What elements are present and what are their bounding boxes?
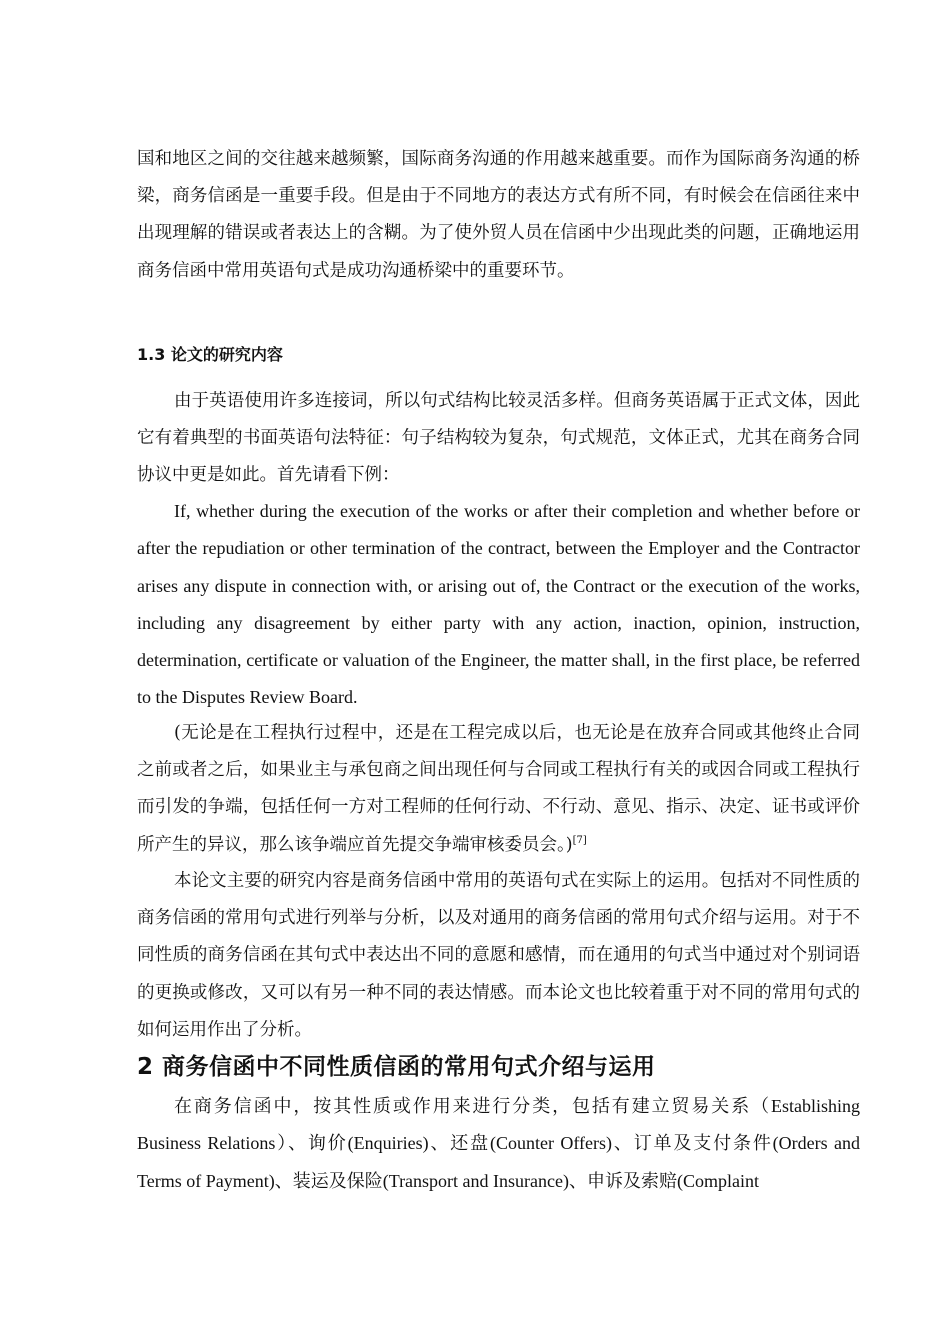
intro-paragraph: 国和地区之间的交往越来越频繁，国际商务沟通的作用越来越重要。而作为国际商务沟通的桥梁，商务信函是一重要手段。但是由于不同地方的表达方式有所不同，有时候会在信函往来中出现理解的错误或者表达上的含糊。为了使外贸人员在信函中少出现此类的问题，正确地运用商务信函中常用英语句式是成功沟通桥梁中的重要环节。 — [137, 149, 860, 281]
section-1-3-paragraph-1: 由于英语使用许多连接词，所以句式结构比较灵活多样。但商务英语属于正式文体，因此它有着典型的书面英语句法特征：句子结构较为复杂，句式规范，文体正式，尤其在商务合同协议中更是如此。首先请看下例： — [137, 391, 860, 486]
citation-marker: [7] — [572, 834, 587, 846]
example-chinese-text: (无论是在工程执行过程中，还是在工程完成以后，也无论是在放弃合同或其他终止合同之前或者之后，如果业主与承包商之间出现任何与合同或工程执行有关的或因合同或工程执行而引发的争端，包括任何一方对工程师的任何行动、不行动、意见、指示、决定、证书或评价所产生的异议，那么该争端应首先提交争端审核委员会。) — [137, 723, 860, 855]
example-chinese-translation — [137, 715, 860, 864]
section-2-heading: 2 商务信函中不同性质信函的常用句式介绍与运用 — [137, 1054, 656, 1080]
section-1-3-heading: 1.3 论文的研究内容 — [137, 345, 283, 364]
section-2-paragraph-1: 在商务信函中，按其性质或作用来进行分类，包括有建立贸易关系（Establishing Business Relations）、询价(Enquiries)、还盘(Counter Offers)、订单及支付条件(Orders and Terms of Payment)、装运及保险(Transport and Insurance)、申诉及索赔(Complaint — [137, 1096, 860, 1191]
example-english-clause: If, whether during the execution of the works or after their completion and whether before or after the repudiation or other termination of the contract, between the Employer and the Contractor arises any dispute in connection with, or arising out of, the Contract or the execution of the works, including any disagreement by either party with any action, inaction, opinion, instruction, determination, certificate or valuation of the Engineer, the matter shall, in the first place, be referred to the Disputes Review Board. — [137, 501, 860, 708]
section-1-3-paragraph-2: 本论文主要的研究内容是商务信函中常用的英语句式在实际上的运用。包括对不同性质的商务信函的常用句式进行列举与分析，以及对通用的商务信函的常用句式介绍与运用。对于不同性质的商务信函在其句式中表达出不同的意愿和感情，而在通用的句式当中通过对个别词语的更换或修改，又可以有另一种不同的表达情感。而本论文也比较着重于对不同的常用句式的如何运用作出了分析。 — [137, 871, 860, 1040]
